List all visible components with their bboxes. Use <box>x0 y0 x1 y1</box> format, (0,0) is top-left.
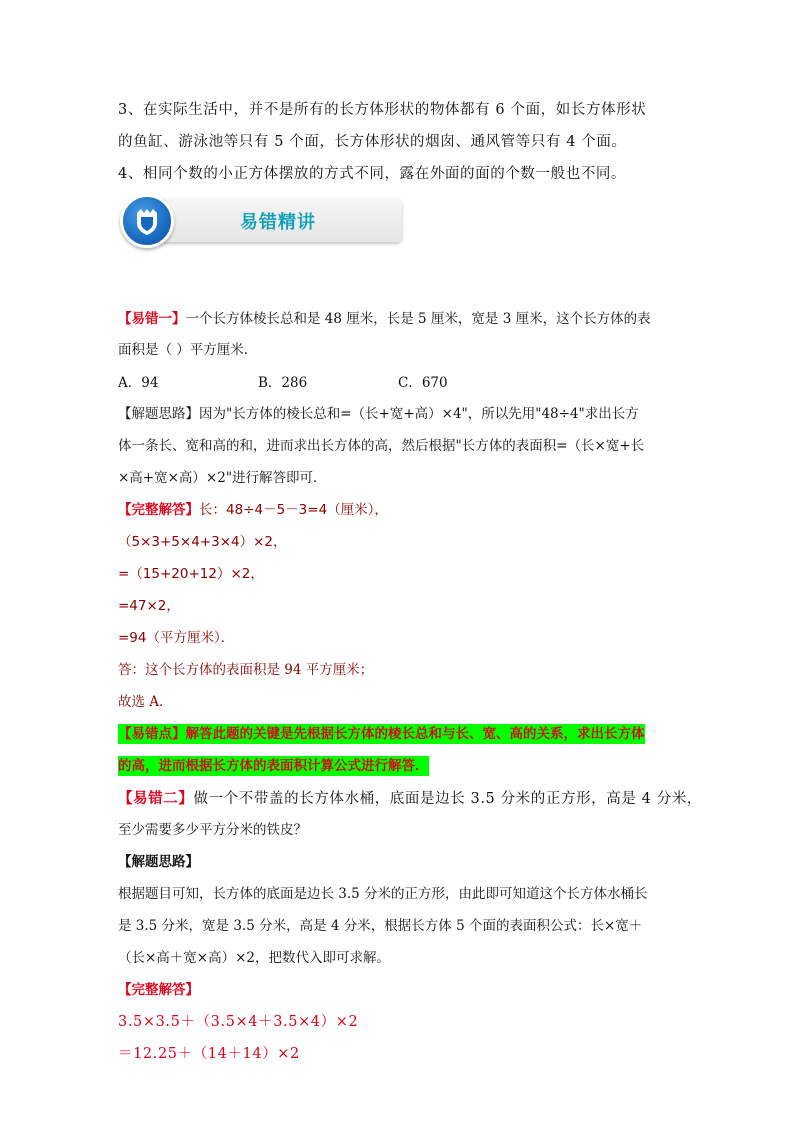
error1-option-b: B．286 <box>258 375 308 391</box>
error1-conclusion: 答：这个长方体的表面积是 94 平方厘米； <box>118 662 374 678</box>
error1-question-line-2: 面积是（ ）平方厘米． <box>118 342 258 358</box>
error1-option-a: A．94 <box>118 375 159 391</box>
shield-badge <box>120 194 174 248</box>
paragraph-3-line-2: 的鱼缸、游泳池等只有 5 个面，长方体形状的烟囱、通风管等只有 4 个面。 <box>118 134 627 150</box>
error1-point-line-2: 的高，进而根据长方体的表面积计算公式进行解答． <box>118 758 429 774</box>
error1-step-3: =（15+20+12）×2， <box>118 566 264 582</box>
error2-idea-line-3: （长×高＋宽×高）×2，把数代入即可求解。 <box>118 950 391 966</box>
error1-idea-line-1: 【解题思路】因为"长方体的棱长总和=（长+宽+高）×4"，所以先用"48÷4"求出长方 <box>118 406 639 422</box>
error1-step-4: =47×2， <box>118 598 180 614</box>
error2-idea-line-2: 是 3.5 分米，宽是 3.5 分米，高是 4 分米，根据长方体 5 个面的表面积公式：长×宽＋ <box>118 918 643 934</box>
error2-question-line-1 <box>118 789 702 809</box>
error1-tag: 【易错一】 <box>118 311 186 327</box>
error1-step-2: （5×3+5×4+3×4）×2， <box>118 534 287 550</box>
error1-point-text-1: 解答此题的关键是先根据长方体的棱长总和与长、宽、高的关系，求出长方体 <box>185 726 645 742</box>
error1-choice: 故选 A． <box>118 694 173 710</box>
error2-question-text: 做一个不带盖的长方体水桶，底面是边长 3.5 分米的正方形，高是 4 分米， <box>193 791 703 807</box>
error1-answer-tag: 【完整解答】 <box>118 502 199 518</box>
paragraph-3-line-1: 3、在实际生活中，并不是所有的长方体形状的物体都有 6 个面，如长方体形状 <box>118 102 647 118</box>
error1-idea-line-2: 体一条长、宽和高的和，进而求出长方体的高，然后根据"长方体的表面积=（长×宽+长 <box>118 438 645 454</box>
error1-point-line-1 <box>118 724 645 744</box>
error2-answer-tag: 【完整解答】 <box>118 982 199 998</box>
error2-idea-line-1: 根据题目可知，长方体的底面是边长 3.5 分米的正方形，由此即可知道这个长方体水桶长 <box>118 886 648 902</box>
error1-question-text: 一个长方体棱长总和是 48 厘米，长是 5 厘米，宽是 3 厘米，这个长方体的表 <box>185 311 651 327</box>
shield-icon <box>135 208 159 236</box>
error2-idea-tag: 【解题思路】 <box>118 854 199 870</box>
error1-option-c: C．670 <box>398 375 448 391</box>
section-banner <box>120 194 402 248</box>
banner-title: 易错精讲 <box>240 212 316 233</box>
error2-step-1: 3.5×3.5＋（3.5×4＋3.5×4）×2 <box>118 1014 359 1030</box>
error1-step-5: =94（平方厘米）． <box>118 630 235 646</box>
paragraph-4: 4、相同个数的小正方体摆放的方式不同，露在外面的面的个数一般也不同。 <box>118 166 627 182</box>
error1-question-line-1 <box>118 309 651 329</box>
error2-step-2: ＝12.25＋（14＋14）×2 <box>118 1046 300 1062</box>
error2-question-line-2: 至少需要多少平方分米的铁皮？ <box>118 822 307 838</box>
error1-point-tag: 【易错点】 <box>118 726 186 742</box>
error2-tag: 【易错二】 <box>118 790 194 807</box>
error1-answer-line-1 <box>118 500 388 520</box>
error1-idea-line-3: ×高+宽×高）×2"进行解答即可． <box>118 470 327 486</box>
error1-step-1: 长：48÷4－5－3=4（厘米）， <box>199 502 388 518</box>
